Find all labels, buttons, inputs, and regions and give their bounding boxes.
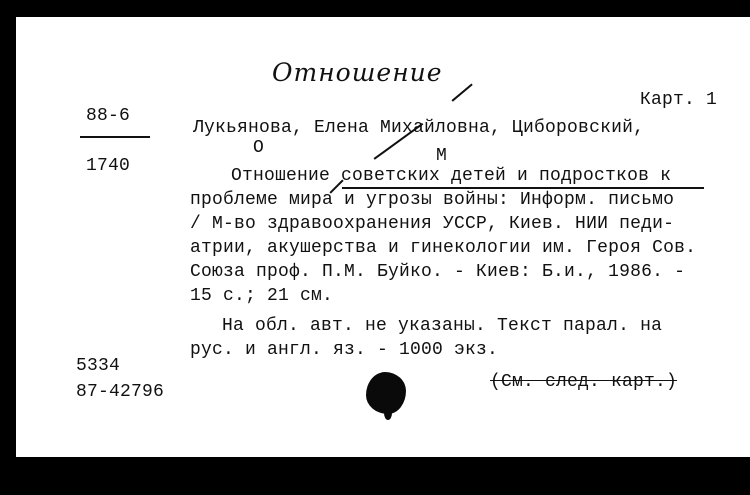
call-number-divider (80, 136, 150, 138)
handwritten-heading: Отношение (272, 58, 443, 87)
author-mark-m: M (436, 146, 448, 166)
body-line: Союза проф. П.М. Буйко. - Киев: Б.и., 1986. - (190, 262, 686, 282)
body-line: 15 с.; 21 см. (190, 286, 334, 306)
author-line: Лукьянова, Елена Михайловна, Циборовский, (193, 118, 645, 138)
body-line: / М-во здравоохранения УССР, Киев. НИИ педи- (190, 214, 675, 234)
card-number: Карт. 1 (640, 90, 718, 110)
title-underline (342, 187, 704, 189)
ink-blot (366, 372, 406, 414)
body-line: Отношение советских детей и подростков к (231, 166, 672, 186)
note-line: На обл. авт. не указаны. Текст парал. на (222, 316, 663, 336)
call-number-bottom: 1740 (86, 156, 131, 176)
registration-number: 87-42796 (76, 382, 165, 402)
note-line: рус. и англ. яз. - 1000 экз. (190, 340, 499, 360)
continuation-note: (См. след. карт.) (490, 372, 678, 392)
inventory-number: 5334 (76, 356, 121, 376)
body-line: проблеме мира и угрозы войны: Информ. письмо (190, 190, 675, 210)
scan-border (0, 457, 750, 495)
body-line: атрии, акушерства и гинекологии им. Героя Сов. (190, 238, 697, 258)
author-mark-o: O (253, 138, 265, 158)
call-number-top: 88-6 (86, 106, 131, 126)
